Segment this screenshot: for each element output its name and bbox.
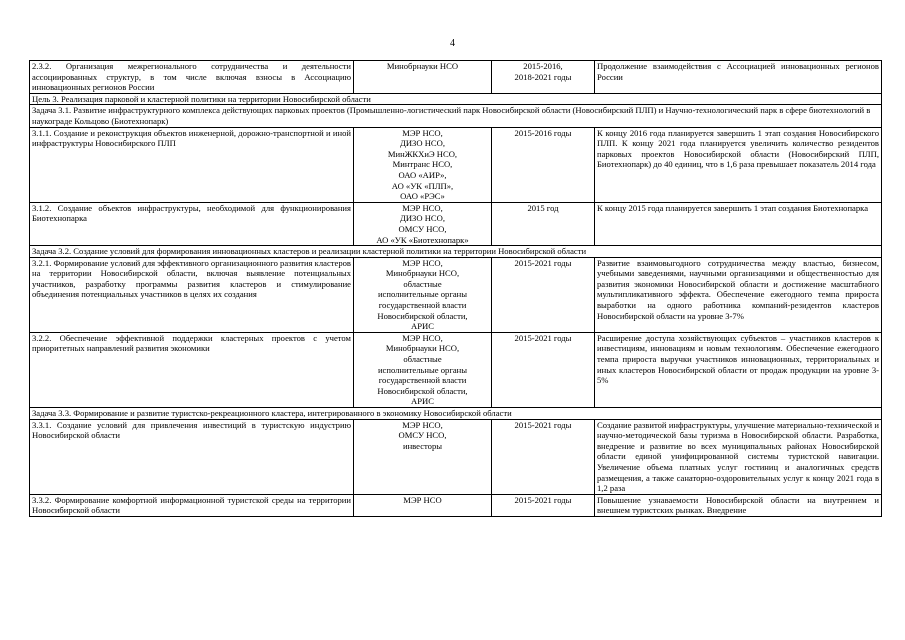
executor-line: инвесторы (402, 440, 443, 451)
executor-line: МЭР НСО (403, 494, 442, 505)
measure-row (30, 202, 882, 245)
executor-line: ДИЗО НСО, (399, 138, 446, 149)
executor-line: государственной власти (378, 375, 467, 386)
period-line: 2015-2016, (523, 61, 563, 71)
executor-line: государственной власти (378, 300, 467, 311)
measure-row (30, 419, 882, 494)
result-cell: Расширение доступа хозяйствующих субъектов – участников кластеров к инвестициям, инновациям и новым технологиям. Обеспечение ежегодного темпа прироста выручки участников инновационных, территориальных и иных кластеров Новосибирской области от продаж продукции на уровне 3-5% (595, 332, 882, 407)
period-cell (492, 332, 595, 407)
executor-line: ОАО «РЭС» (400, 191, 445, 202)
executor-line: Минобрнауки НСО (386, 61, 459, 71)
measure-cell: 2.3.2. Организация межрегионального сотрудничества и деятельности ассоциированных структур, в том числе включая взносы в Ассоциацию инновационных регионов России (30, 61, 354, 94)
executor-line: АРИС (411, 321, 434, 332)
task-heading: Задача 3.1. Развитие инфраструктурного комплекса действующих парковых проектов (Промышленно-логистический парк Новосибирской области (Новосибирский ПЛП) и Научно-технологический парк в сфере биотехнологий в наукограде Кольцово (Биотехнопарк) (30, 105, 882, 127)
result-cell: К концу 2016 года планируется завершить 1 этап создания Новосибирского ПЛП. К концу 2021 года планируется увеличить количество резидентов парковых проектов Новосибирской области (Новосибирский ПЛП, Биотехнопарк) до 40 единиц, что в 1,6 раза превышает показатель 2014 года (595, 127, 882, 202)
period-line: 2015-2021 годы (514, 332, 572, 343)
executor-line: ДИЗО НСО, (399, 213, 446, 224)
task-heading: Задача 3.2. Создание условий для формирования инновационных кластеров и реализации кластерной политики на территории Новосибирской области (30, 246, 882, 258)
measure-row (30, 61, 882, 94)
measure-row (30, 127, 882, 202)
period-cell (492, 257, 595, 332)
result-cell: Продолжение взаимодействия с Ассоциацией инновационных регионов России (595, 61, 882, 94)
executors-cell (354, 332, 492, 407)
goal-heading: Цель 3. Реализация парковой и кластерной политики на территории Новосибирской области (30, 93, 882, 105)
page-number: 4 (450, 38, 455, 49)
executor-line: МЭР НСО, (402, 202, 443, 213)
executors-cell (354, 202, 492, 245)
executor-line: ОАО «АИР», (398, 169, 447, 180)
goal-row (30, 93, 882, 105)
executors-cell (354, 257, 492, 332)
period-line: 2018-2021 годы (514, 71, 572, 82)
measure-cell: 3.1.2. Создание объектов инфраструктуры, необходимой для функционирования Биотехнопарка (30, 202, 354, 245)
executor-line: МинЖКХиЭ НСО, (387, 148, 458, 159)
result-cell: Создание развитой инфраструктуры, улучшение материально-технической и научно-методической базы туризма в Новосибирской области. Разработка, внедрение и развитие во всех муниципальных районах Новосибирской области единой унифицированной системы туристской навигации. Увеличение объема платных услуг гостиниц и аналогичных средств размещения, а также санаторно-оздоровительных услуг к концу 2021 года в 1,2 раза (595, 419, 882, 494)
executor-line: Новосибирской области, (377, 385, 468, 396)
period-line: 2015-2021 годы (514, 419, 572, 430)
executor-line: АО «УК «Биотехнопарк» (376, 234, 469, 245)
measure-cell: 3.2.2. Обеспечение эффективной поддержки кластерных проектов с учетом приоритетных направлений развития экономики (30, 332, 354, 407)
period-line: 2015-2021 годы (514, 494, 572, 505)
period-cell (492, 419, 595, 494)
measure-cell: 3.3.1. Создание условий для привлечения инвестиций в туристскую индустрию Новосибирской области (30, 419, 354, 494)
executor-line: Минобрнауки НСО, (385, 268, 460, 279)
executors-cell (354, 419, 492, 494)
executor-line: областные (403, 354, 442, 365)
executors-cell (354, 127, 492, 202)
measure-row (30, 257, 882, 332)
executor-line: Минобрнауки НСО, (385, 343, 460, 354)
period-cell (492, 202, 595, 245)
program-measures-table (29, 60, 882, 517)
result-cell: Развитие взаимовыгодного сотрудничества между властью, бизнесом, учебными заведениями, научными организациями и общественностью для развития экономики Новосибирской области и достижение масштабного мультипликативного эффекта. Обеспечение ежегодного темпа прироста выработки на одного работника компаний-резидентов кластеров Новосибирской области на уровне 3-7% (595, 257, 882, 332)
period-cell (492, 127, 595, 202)
measure-cell: 3.2.1. Формирование условий для эффективного организационного развития кластеров на территории Новосибирской области, включая выявление потенциальных участников, разработку программы развития кластеров и стимулирование объединения потенциальных участников в целях их создания (30, 257, 354, 332)
measure-row (30, 494, 882, 516)
executor-line: АО «УК «ПЛП», (391, 180, 454, 191)
executor-line: МЭР НСО, (402, 257, 443, 268)
executor-line: МЭР НСО, (402, 127, 443, 138)
executors-cell (354, 494, 492, 516)
task-row (30, 105, 882, 127)
executor-line: АРИС (411, 396, 434, 407)
executor-line: МЭР НСО, (402, 332, 443, 343)
period-cell (492, 494, 595, 516)
task-row (30, 408, 882, 420)
period-line: 2015 год (527, 202, 559, 213)
executor-line: ОМСУ НСО, (398, 223, 447, 234)
task-row (30, 246, 882, 258)
period-line: 2015-2016 годы (514, 127, 572, 138)
task-heading: Задача 3.3. Формирование и развитие туристско-рекреационного кластера, интегрированного в экономику Новосибирской области (30, 408, 882, 420)
executor-line: Минтранс НСО, (392, 159, 453, 170)
executors-cell (354, 61, 492, 94)
result-cell: К концу 2015 года планируется завершить 1 этап создания Биотехнопарка (595, 202, 882, 245)
executor-line: областные (403, 278, 442, 289)
executor-line: ОМСУ НСО, (398, 430, 447, 441)
measure-cell: 3.1.1. Создание и реконструкция объектов инженерной, дорожно-транспортной и иной инфраструктуры Новосибирского ПЛП (30, 127, 354, 202)
executor-line: исполнительные органы (377, 289, 468, 300)
executor-line: МЭР НСО, (402, 419, 443, 430)
table-body (30, 61, 882, 517)
executor-line: исполнительные органы (377, 364, 468, 375)
period-cell (492, 61, 595, 94)
result-cell: Повышение узнаваемости Новосибирской области на внутреннем и внешнем туристских рынках. Внедрение (595, 494, 882, 516)
measure-row (30, 332, 882, 407)
executor-line: Новосибирской области, (377, 310, 468, 321)
period-line: 2015-2021 годы (514, 257, 572, 268)
measure-cell: 3.3.2. Формирование комфортной информационной туристской среды на территории Новосибирской области (30, 494, 354, 516)
